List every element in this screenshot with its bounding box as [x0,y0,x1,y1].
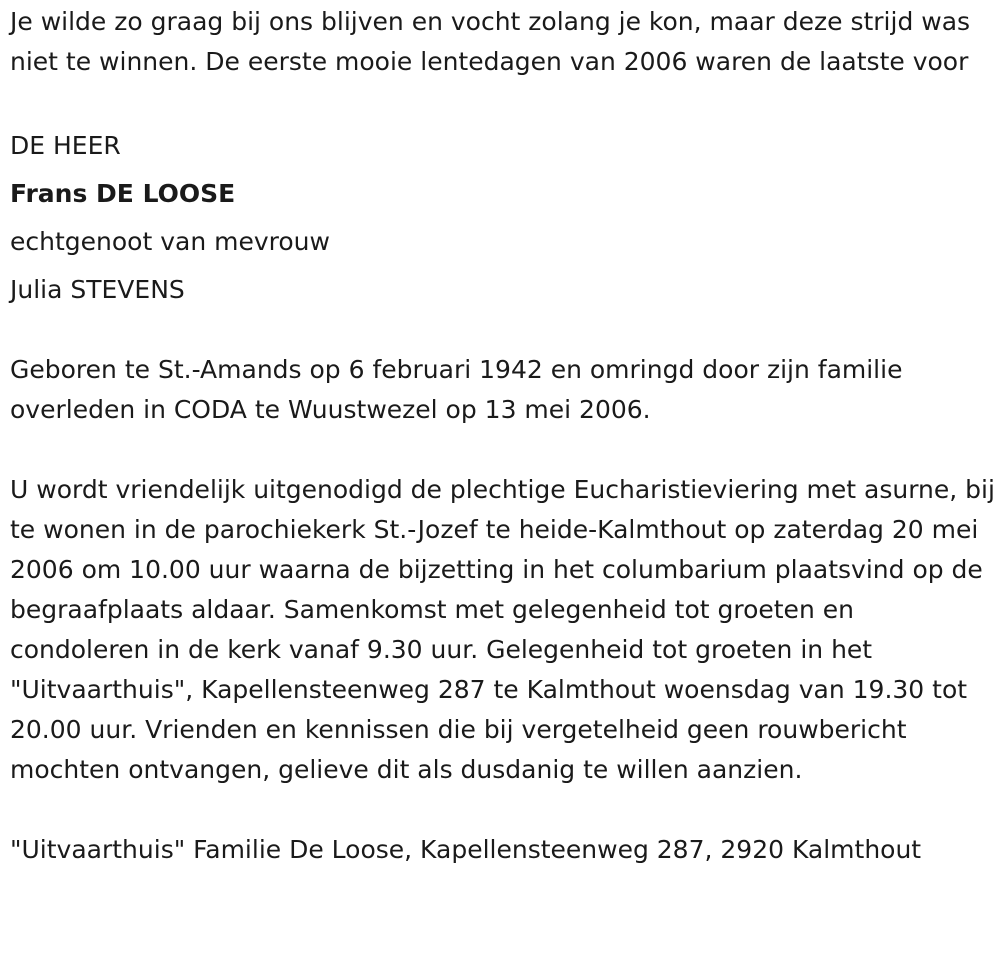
spacer [10,790,995,830]
ceremony-paragraph: U wordt vriendelijk uitgenodigd de plechtige Eucharistieviering met asurne, bij te wonen in de parochiekerk St.-Jozef te heide-Kalmthout op zaterdag 20 mei 2006 om 10.00 uur waarna de bijzetting in het columbarium plaatsvind op de begraafplaats aldaar. Samenkomst met gelegenheid tot groeten en condoleren in de kerk vanaf 9.30 uur. Gelegenheid tot groeten in het "Uitvaarthuis", Kapellensteenweg 287 te Kalmthout woensdag van 19.30 tot 20.00 uur. Vrienden en kennissen die bij vergetelheid geen rouwbericht mochten ontvangen, gelieve dit als dusdanig te willen aanzien. [10,475,995,784]
deceased-name: Frans DE LOOSE [10,179,236,208]
title-prefix: DE HEER [10,131,121,160]
spacer [10,430,995,470]
spacer [10,82,995,122]
spacer [10,314,995,350]
death-notice [10,2,995,870]
intro-paragraph: Je wilde zo graag bij ons blijven en vocht zolang je kon, maar deze strijd was niet te winnen. De eerste mooie lentedagen van 2006 waren de laatste voor [10,7,971,76]
spouse-name: Julia STEVENS [10,275,185,304]
spouse-label: echtgenoot van mevrouw [10,227,330,256]
funeral-home-address: "Uitvaarthuis" Familie De Loose, Kapellensteenweg 287, 2920 Kalmthout [10,835,922,864]
birth-death-paragraph: Geboren te St.-Amands op 6 februari 1942 en omringd door zijn familie overleden in CODA te Wuustwezel op 13 mei 2006. [10,355,903,424]
